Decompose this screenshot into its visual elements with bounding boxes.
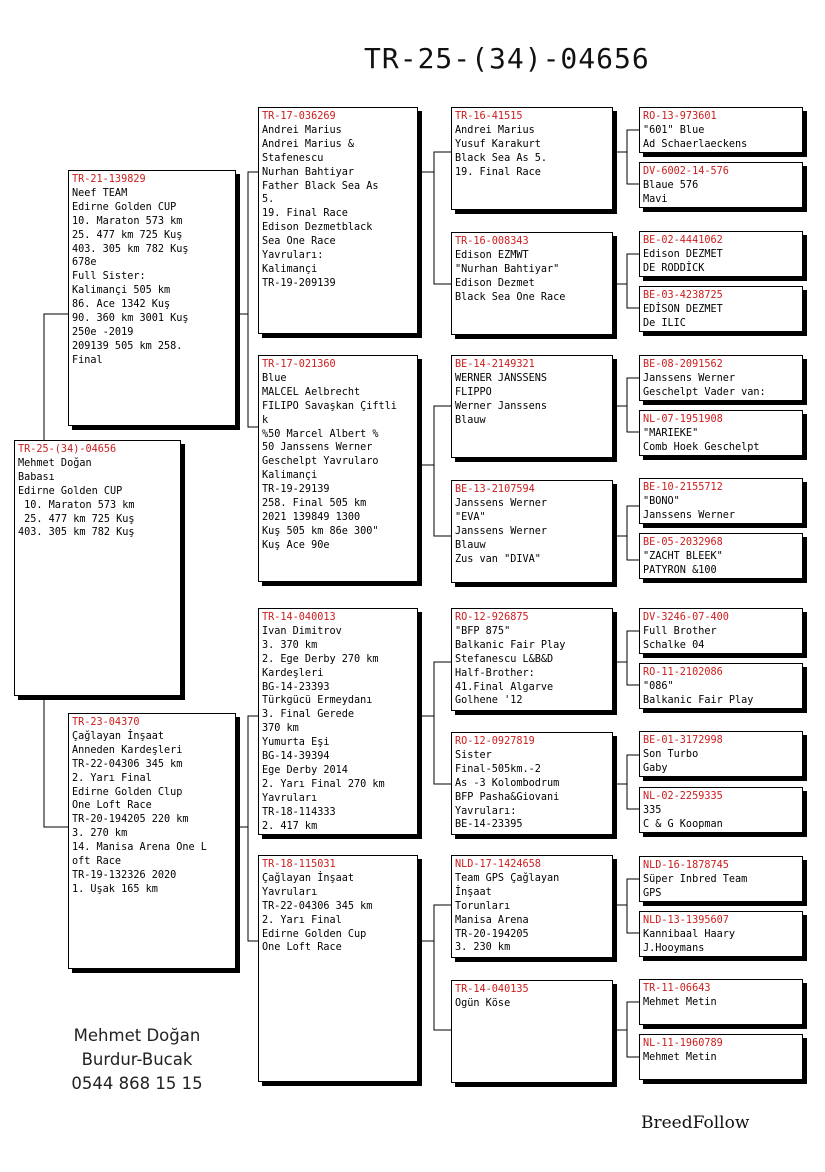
ddd-info: Ogün Köse: [455, 997, 511, 1009]
great-grandparent-card[interactable]: [639, 410, 803, 456]
sss-ring-id[interactable]: TR-16-41515: [455, 111, 523, 122]
owner-phone: 0544 868 15 15: [71, 1074, 203, 1093]
great-grandparent-info: Edison DEZMET DE RODDİCK: [643, 248, 723, 274]
great-grandparent-card[interactable]: [639, 911, 803, 957]
great-grandparent-ring-id[interactable]: BE-02-4441062: [643, 235, 723, 246]
sire-sire-info: Andrei Marius Andrei Marius & Stafenescu Nurhan Bahtiyar Father Black Sea As 5. 19. Final Race Edison Dezmetblack Sea One Race Yavruları: Kalimançi TR-19-209139: [262, 124, 379, 289]
owner-name: Mehmet Doğan: [73, 1026, 201, 1045]
great-grandparent-info: Mehmet Metin: [643, 1051, 717, 1063]
great-grandparent-info: Son Turbo Gaby: [643, 748, 699, 774]
sds-card[interactable]: [451, 355, 613, 458]
sss-card[interactable]: [451, 107, 613, 210]
dam-dam-info: Çağlayan İnşaat Yavruları TR-22-04306 345 km 2. Yarı Final Edirne Golden Cup One Loft Race: [262, 872, 373, 954]
great-grandparent-ring-id[interactable]: RO-11-2102086: [643, 667, 723, 678]
sire-dam-card[interactable]: [258, 355, 418, 582]
ssd-card[interactable]: [451, 232, 613, 335]
great-grandparent-ring-id[interactable]: BE-03-4238725: [643, 290, 723, 301]
dss-ring-id[interactable]: RO-12-926875: [455, 612, 529, 623]
great-grandparent-ring-id[interactable]: BE-01-3172998: [643, 735, 723, 746]
great-grandparent-info: 335 C & G Koopman: [643, 804, 723, 830]
dds-ring-id[interactable]: NLD-17-1424658: [455, 859, 541, 870]
great-grandparent-card[interactable]: [639, 608, 803, 654]
subject-card[interactable]: [14, 440, 181, 696]
sdd-ring-id[interactable]: BE-13-2107594: [455, 484, 535, 495]
dam-card[interactable]: [68, 713, 236, 969]
great-grandparent-info: Mehmet Metin: [643, 996, 717, 1008]
sire-card[interactable]: [68, 170, 236, 426]
great-grandparent-ring-id[interactable]: BE-10-2155712: [643, 482, 723, 493]
great-grandparent-card[interactable]: [639, 478, 803, 524]
dam-sire-ring-id[interactable]: TR-14-040013: [262, 612, 336, 623]
sire-dam-info: Blue MALCEL Aelbrecht FILIPO Savaşkan Çiftli k %50 Marcel Albert % 50 Janssens Werner Geschelpt Yavrularo Kalimançi TR-19-29139 258. Final 505 km 2021 139849 1300 Kuş 505 km 86e 300" Kuş Ace 90e: [262, 372, 397, 551]
sds-info: WERNER JANSSENS FLIPPO Werner Janssens Blauw: [455, 372, 548, 426]
dsd-info: Sister Final-505km.-2 As -3 Kolombodrum BFP Pasha&Giovani Yavruları: BE-14-23395: [455, 749, 560, 831]
great-grandparent-ring-id[interactable]: NL-07-1951908: [643, 414, 723, 425]
great-grandparent-info: Blaue 576 Mavi: [643, 179, 699, 205]
dss-info: "BFP 875" Balkanic Fair Play Stefanescu L&B&D Half-Brother: 41.Final Algarve Golhene '12: [455, 625, 566, 707]
great-grandparent-ring-id[interactable]: RO-13-973601: [643, 111, 717, 122]
dds-card[interactable]: [451, 855, 613, 958]
sss-info: Andrei Marius Yusuf Karakurt Black Sea As 5. 19. Final Race: [455, 124, 548, 178]
sire-dam-ring-id[interactable]: TR-17-021360: [262, 359, 336, 370]
sire-ring-id[interactable]: TR-21-139829: [72, 174, 146, 185]
sds-ring-id[interactable]: BE-14-2149321: [455, 359, 535, 370]
great-grandparent-ring-id[interactable]: NL-02-2259335: [643, 791, 723, 802]
sdd-card[interactable]: [451, 480, 613, 583]
great-grandparent-card[interactable]: [639, 286, 803, 332]
subject-ring-id[interactable]: TR-25-(34)-04656: [18, 444, 117, 455]
sire-sire-card[interactable]: [258, 107, 418, 334]
great-grandparent-card[interactable]: [639, 1034, 803, 1080]
great-grandparent-card[interactable]: [639, 979, 803, 1025]
great-grandparent-info: Kannibaal Haary J.Hooymans: [643, 928, 736, 954]
dsd-ring-id[interactable]: RO-12-0927819: [455, 736, 535, 747]
great-grandparent-ring-id[interactable]: NLD-16-1878745: [643, 860, 729, 871]
great-grandparent-info: "MARIEKE" Comb Hoek Geschelpt: [643, 427, 760, 453]
sdd-info: Janssens Werner "EVA" Janssens Werner Blauw Zus van "DIVA": [455, 497, 548, 565]
great-grandparent-card[interactable]: [639, 787, 803, 833]
great-grandparent-info: "086" Balkanic Fair Play: [643, 680, 754, 706]
great-grandparent-info: EDİSON DEZMET De ILIC: [643, 303, 723, 329]
dam-ring-id[interactable]: TR-23-04370: [72, 717, 140, 728]
great-grandparent-info: "601" Blue Ad Schaerlaeckens: [643, 124, 748, 150]
dam-sire-card[interactable]: [258, 608, 418, 835]
great-grandparent-ring-id[interactable]: DV-6002-14-576: [643, 166, 729, 177]
dsd-card[interactable]: [451, 732, 613, 835]
ssd-ring-id[interactable]: TR-16-008343: [455, 236, 529, 247]
sire-info: Neef TEAM Edirne Golden CUP 10. Maraton 573 km 25. 477 km 725 Kuş 403. 305 km 782 Kuş 678e Full Sister: Kalimançi 505 km 86. Ace 1342 Kuş 90. 360 km 3001 Kuş 250e -2019 209139 505 km 258. Final: [72, 187, 189, 366]
great-grandparent-info: "BONO" Janssens Werner: [643, 495, 736, 521]
great-grandparent-card[interactable]: [639, 731, 803, 777]
owner-location: Burdur-Bucak: [81, 1050, 193, 1069]
great-grandparent-info: Full Brother Schalke 04: [643, 625, 717, 651]
great-grandparent-card[interactable]: [639, 107, 803, 153]
great-grandparent-card[interactable]: [639, 663, 803, 709]
dam-sire-info: Ivan Dimitrov 3. 370 km 2. Ege Derby 270 km Kardeşleri BG-14-23393 Türkgücü Ermeydanı 3. Final Gerede 370 km Yumurta Eşi BG-14-39394 Ege Derby 2014 2. Yarı Final 270 km Yavruları TR-18-114333 2. 417 km: [262, 625, 385, 832]
subject-info: Mehmet Doğan Babası Edirne Golden CUP 10. Maraton 573 km 25. 477 km 725 Kuş 403. 305 km 782 Kuş: [18, 457, 135, 539]
ssd-info: Edison EZMWT "Nurhan Bahtiyar" Edison Dezmet Black Sea One Race: [455, 249, 566, 303]
great-grandparent-card[interactable]: [639, 856, 803, 902]
great-grandparent-card[interactable]: [639, 231, 803, 277]
dam-dam-ring-id[interactable]: TR-18-115031: [262, 859, 336, 870]
dam-info: Çağlayan İnşaat Anneden Kardeşleri TR-22-04306 345 km 2. Yarı Final Edirne Golden Clup One Loft Race TR-20-194205 220 km 3. 270 km 14. Manisa Arena One L oft Race TR-19-132326 2020 1. Uşak 165 km: [72, 730, 207, 895]
ddd-ring-id[interactable]: TR-14-040135: [455, 984, 529, 995]
great-grandparent-info: Janssens Werner Geschelpt Vader van:: [643, 372, 766, 398]
brand-logo-text: BreedFollow: [641, 1113, 750, 1133]
great-grandparent-ring-id[interactable]: BE-05-2032968: [643, 537, 723, 548]
great-grandparent-card[interactable]: [639, 355, 803, 401]
great-grandparent-ring-id[interactable]: BE-08-2091562: [643, 359, 723, 370]
owner-contact: [42, 1024, 232, 1096]
great-grandparent-ring-id[interactable]: DV-3246-07-400: [643, 612, 729, 623]
great-grandparent-card[interactable]: [639, 533, 803, 579]
dss-card[interactable]: [451, 608, 613, 711]
great-grandparent-ring-id[interactable]: NLD-13-1395607: [643, 915, 729, 926]
pedigree-title: TR-25-(34)-04656: [364, 42, 650, 75]
ddd-card[interactable]: [451, 980, 613, 1083]
great-grandparent-ring-id[interactable]: NL-11-1960789: [643, 1038, 723, 1049]
dds-info: Team GPS Çağlayan İnşaat Torunları Manisa Arena TR-20-194205 3. 230 km: [455, 872, 560, 954]
great-grandparent-info: "ZACHT BLEEK" PATYRON &100: [643, 550, 723, 576]
sire-sire-ring-id[interactable]: TR-17-036269: [262, 111, 336, 122]
great-grandparent-card[interactable]: [639, 162, 803, 208]
dam-dam-card[interactable]: [258, 855, 418, 1082]
great-grandparent-info: Süper Inbred Team GPS: [643, 873, 748, 899]
great-grandparent-ring-id[interactable]: TR-11-06643: [643, 983, 711, 994]
